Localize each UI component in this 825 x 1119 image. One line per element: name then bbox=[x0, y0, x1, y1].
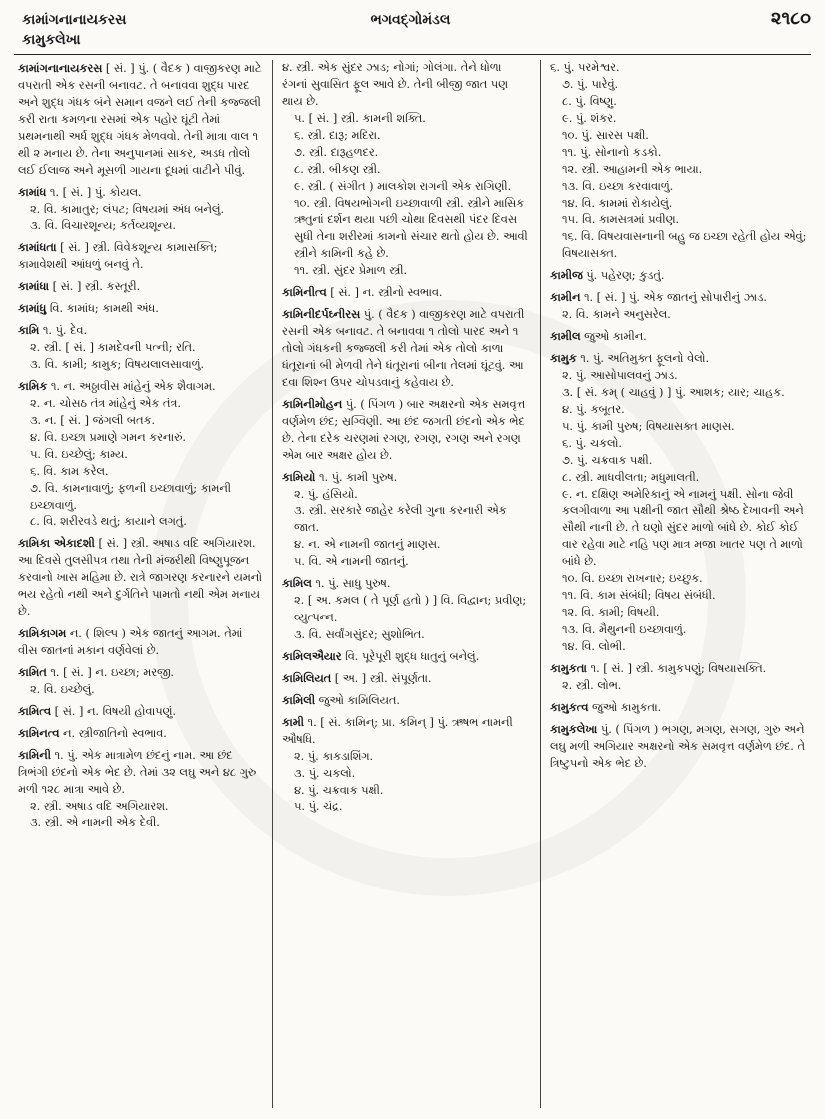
entry-headword: કામિલિયત bbox=[282, 670, 332, 685]
dictionary-entry bbox=[550, 699, 808, 717]
entry-sense: ૩. ન. [ સં. ] જંગલી બતક. bbox=[30, 413, 156, 427]
dictionary-entry bbox=[282, 648, 530, 666]
entry-sense: ૧૦. સ્ત્રી. વિષયભોગની ઇચ્છાવાળી સ્ત્રી. સ્ત્રીને માસિક ઋતુનાં દર્શન થયા પછી ચોથા દિવસથી પંદર દિવસ સુધી તેના શરીરમાં કામનો સંચાર થતો હોય છે. આવી સ્ત્રીને કામિની કહે છે. bbox=[294, 196, 528, 261]
entry-headword: કામાંધતા bbox=[18, 240, 57, 255]
column-divider bbox=[540, 60, 541, 1108]
entry-sense: ૧૫. વિ. કામસત્રમાં પ્રવીણ. bbox=[562, 213, 680, 227]
dictionary-entry bbox=[282, 284, 530, 302]
dictionary-entry bbox=[18, 278, 262, 296]
entry-sense: ૬. પું. ચકલો. bbox=[562, 436, 622, 450]
entry-sense: ૩. [ સં. કમ્ ( ચાહવું ) ] પું. આશક; યાર; ચાહક. bbox=[562, 385, 785, 399]
dictionary-entry bbox=[550, 267, 808, 285]
entry-sense: ૫. વિ. ઇચ્છેલું; કામ્ય. bbox=[30, 447, 128, 461]
entry-sense: ૨. વિ. કામને અનુસરેલ. bbox=[562, 308, 671, 322]
entry-headword: કામિલી bbox=[282, 692, 316, 707]
entry-sense: ૭. સ્ત્રી. દારૂહળદર. bbox=[294, 145, 379, 159]
dictionary-entry bbox=[18, 725, 262, 743]
dictionary-entry bbox=[282, 575, 530, 644]
entry-definition: ૧. પું. અતિમુક્ત ફૂલનો વેલો. bbox=[576, 352, 710, 365]
header-rule bbox=[14, 54, 811, 55]
entry-sense: ૪. પું. ચક્રવાક પક્ષી. bbox=[294, 783, 384, 797]
entry-definition: [ સં. ] ન. વિષયી હોવાપણું. bbox=[51, 704, 176, 718]
entry-headword: કામિની bbox=[18, 747, 51, 762]
dictionary-entry bbox=[282, 306, 530, 392]
column-divider bbox=[272, 60, 273, 1108]
entry-sense: ૯. પું. શંકર. bbox=[562, 111, 617, 125]
entry-headword: કામાંધ bbox=[18, 184, 47, 199]
entry-definition: ૬. પું. પરમેશ્વર. bbox=[550, 61, 620, 74]
entry-definition: જુઓ કામિલિયત. bbox=[315, 693, 400, 707]
entry-headword: કામિ bbox=[18, 323, 40, 338]
entry-headword: કામિયો bbox=[282, 469, 316, 484]
entry-sense: ૨. સ્ત્રી. [ સં. ] કામદેવની પત્ની; રતિ. bbox=[30, 341, 196, 355]
entry-sense: ૭. પું. ચક્રવાક પક્ષી. bbox=[562, 453, 653, 467]
column-1 bbox=[18, 60, 266, 1110]
entry-sense: ૩. સ્ત્રી. સરકારે જાહેર કરેલી ગુના કરનારી એક જાત. bbox=[294, 504, 507, 535]
column-2 bbox=[282, 60, 530, 1110]
dictionary-entry bbox=[282, 670, 530, 688]
entry-definition: પું. ( વૈદક ) વાજીકરણ માટે વપરાતી રસની એક બનાવટ. તે બનાવવા ૧ તોલો પારદ અને ૧ તોલો ગંધકની કજ્જલી કરી તેમાં એક તોલો કાળા ધંતૂરાનાં બી મેળવી તેને ધંતૂરાનાં બીના તેલમાં ઘૂંટવું. આ દવા શિશ્ન ઉપર ચોપડવાનું કહેવાય છે. bbox=[282, 308, 528, 389]
dictionary-entry bbox=[550, 289, 808, 324]
entry-sense: ૧૬. વિ. વિષયવાસનાની બહુ જ ઇચ્છા રહેતી હોય એવું; વિષયાસક્ત. bbox=[562, 230, 807, 261]
entry-sense: ૨. ન. ચોસઠ તંત્ર માંહેનું એક તંત્ર. bbox=[30, 396, 181, 410]
guide-word-last: કામુકલેખા bbox=[22, 32, 81, 48]
entry-sense: ૨. સ્ત્રી. અષાડ વદિ અગિયારશ. bbox=[30, 799, 169, 813]
entry-sense: ૫. [ સં. ] સ્ત્રી. કામની શક્તિ. bbox=[294, 111, 426, 125]
entry-sense: ૧૪. વિ. લોભી. bbox=[562, 639, 626, 653]
entry-sense: ૨. [ અ. કમલ ( તે પૂર્ણ હતો ) ] વિ. વિદ્વાન; પ્રવીણ; વ્યુત્પન્ન. bbox=[294, 594, 527, 625]
entry-sense: ૧૧. વિ. કામ સંબંધી; વિષય સંબંધી. bbox=[562, 589, 716, 603]
dictionary-entry bbox=[18, 322, 262, 374]
dictionary-entry bbox=[18, 625, 262, 660]
entry-headword: કામુકલેખા bbox=[550, 721, 598, 736]
entry-headword: કામિકા એકાદશી bbox=[18, 536, 95, 551]
entry-sense: ૨. સ્ત્રી. લોભ. bbox=[562, 678, 622, 692]
entry-definition: [ અ. ] સ્ત્રી. સંપૂર્ણતા. bbox=[331, 671, 432, 685]
entry-sense: ૩. સ્ત્રી. એ નામની એક દેવી. bbox=[30, 816, 160, 830]
entry-headword: કામિત્વ bbox=[18, 703, 52, 718]
entry-headword: કામી bbox=[282, 714, 304, 729]
entry-headword: કામિત bbox=[18, 664, 47, 679]
entry-sense: ૫. વિ. એ નામની જાતનું. bbox=[294, 555, 409, 569]
entry-definition: ૧. પું. સાધુ પુરુષ. bbox=[311, 577, 391, 591]
entry-headword: કામિક bbox=[18, 378, 48, 393]
entry-headword: કામિનત્વ bbox=[18, 725, 60, 740]
entry-sense: ૧૧. સ્ત્રી. સુંદર પ્રેમાળ સ્ત્રી. bbox=[294, 264, 408, 278]
entry-definition: ૧. પું. એક માત્રામેળ છંદનું નામ. આ છંદ ત્રિભંગી છંદનો એક ભેદ છે. તેમાં ૩૨ લઘુ અને ૪૮ ગુરુ મળી ૧૨૮ માત્રા આવે છે. bbox=[18, 748, 260, 796]
entry-sense: ૭. પું. પારેવું. bbox=[562, 77, 619, 91]
entry-sense: ૮. પું. વિષ્ણુ. bbox=[562, 94, 617, 108]
entry-definition: ૧. પું. કામી પુરુષ. bbox=[315, 470, 398, 484]
dictionary-entry bbox=[550, 60, 808, 263]
dictionary-entry bbox=[18, 300, 262, 318]
entry-definition: ૧. [ સં. ] ન. ઇચ્છા; મરજી. bbox=[46, 665, 175, 679]
entry-headword: કામિનીત્વ bbox=[282, 285, 327, 300]
entry-sense: ૭. વિ. કામનાવાળું; ફળની ઇચ્છાવાળું; કામની ઇચ્છાવાળું. bbox=[30, 481, 232, 512]
entry-sense: ૧૧. પું. સોનાનો કડકો. bbox=[562, 145, 662, 159]
dictionary-entry bbox=[18, 535, 266, 621]
entry-definition: ૧. [ સં. કામિન્; પ્રા. કમિન્ ] પું. ઋષભ નામની ઔષધિ. bbox=[282, 715, 517, 746]
entry-headword: કામુકત્વ bbox=[550, 699, 589, 714]
entry-sense: ૧૨. વિ. કામી; વિષયી. bbox=[562, 606, 660, 620]
entry-definition: ૪. સ્ત્રી. એક સુંદર ઝાડ; નોગાં; ગોલંગા. તેને ધોળા રંગનાં સુવાસિત ફૂલ આવે છે. તેની બીજી જાત પણ થાય છે. bbox=[282, 61, 512, 108]
entry-headword: કામુકતા bbox=[550, 660, 587, 675]
dictionary-entry bbox=[550, 660, 808, 695]
entry-definition: [ સં. ] પું. ( વૈદક ) વાજીકરણ માટે વપરાતી એક રસની બનાવટ. તે બનાવવા શુદ્ધ પારદ અને શુદ્ધ ગંધક બંને સમાન વજને લઈ તેની કજ્જલી કરી રાતા કમળના રસમાં એક પહોર ઘૂંટી તેમાં પ્રથમનાથી અર્ધ શુદ્ધ ગંધક મેળવવો. તેની માત્રા વાલ ૧ થી ૨ મનાય છે. તેના અનુપાનમાં સાકર, અડધ તોલો લઈ ઈલાજ અને મૂસળી ગાયના દૂધમાં વાટીને પીવું. bbox=[18, 62, 266, 177]
entry-definition: વિ. પૂરેપૂરી શુદ્ધ ધાતુનું બનેલું. bbox=[341, 649, 480, 663]
entry-sense: ૫. પું. ચંદ્ર. bbox=[294, 800, 343, 814]
entry-sense: ૪. વિ. ઇચ્છા પ્રમાણે ગમન કરનારું. bbox=[30, 430, 186, 444]
column-3 bbox=[550, 60, 808, 1110]
entry-definition: ૧. પું. દેવ. bbox=[39, 324, 88, 338]
entry-sense: ૮. સ્ત્રી. માધવીલતા; મધુમાલતી. bbox=[562, 470, 700, 484]
entry-definition: વિ. કામાંધ; કામથી અંધ. bbox=[46, 302, 159, 316]
dictionary-entry bbox=[550, 328, 808, 346]
entry-headword: કામાંગનાનાયકરસ bbox=[18, 61, 103, 75]
entry-sense: ૩. વિ. સર્વાંગસુંદર; સુશોભિત. bbox=[294, 628, 425, 641]
dictionary-entry bbox=[18, 184, 262, 236]
entry-definition: પું. ( પિંગળ ) ભગણ, મગણ, સગણ, ગુરુ અને લઘુ મળી અગિયાર અક્ષરનો એક સમવૃત્ત વર્ણમેળ છંદ. તે ત્રિષ્ટુપનો એક ભેદ છે. bbox=[550, 722, 809, 770]
entry-sense: ૨. પું. હંસિયો. bbox=[294, 487, 358, 501]
entry-sense: ૧૦. વિ. ઇચ્છા રાખનાર; ઇચ્છુક. bbox=[562, 572, 703, 586]
entry-definition: ન. ( શિલ્પ ) એક જાતનું આગમ. તેમાં વીસ જાતનાં મકાન વર્ણવેલાં છે. bbox=[18, 627, 247, 657]
entry-sense: ૫. પું. કામી પુરુષ; વિષયાસક્ત માણસ. bbox=[562, 419, 735, 433]
dictionary-entry bbox=[18, 703, 262, 721]
dictionary-entry bbox=[282, 692, 530, 710]
entry-sense: ૧૦. પું. સારસ પક્ષી. bbox=[562, 128, 649, 142]
entry-sense: ૩. વિ. વિચારશૂન્ય; કર્તવ્યશૂન્ય. bbox=[30, 219, 177, 233]
entry-definition: [ સં. ] ન. સ્ત્રીનો સ્વભાવ. bbox=[326, 286, 443, 300]
entry-headword: કામાંધા bbox=[18, 279, 50, 294]
entry-headword: કામીન bbox=[550, 290, 581, 305]
page-title: ભગવદ્ગોમંડલ bbox=[370, 12, 451, 28]
entry-headword: કામીલ bbox=[550, 329, 581, 344]
entry-headword: કામુક bbox=[550, 351, 577, 365]
entry-sense: ૩. વિ. કામી; કામુક; વિષયલાલસાવાળું. bbox=[30, 358, 205, 371]
entry-sense: ૨. પું. આસોપાલવનું ઝાડ. bbox=[562, 368, 678, 382]
entry-headword: કામિનીમોહન bbox=[282, 396, 343, 411]
entry-headword: કામિલઐયાર bbox=[282, 648, 342, 663]
page-header bbox=[10, 6, 811, 50]
entry-sense: ૮. વિ. શરીરવડે થતું; કાયાને લગતું. bbox=[30, 515, 187, 529]
dictionary-entry bbox=[18, 747, 262, 833]
entry-sense: ૧૩. વિ. મૈથુનની ઇચ્છાવાળું. bbox=[562, 623, 687, 636]
guide-word-first: કામાંગનાનાયકરસ bbox=[22, 12, 127, 28]
entry-sense: ૩. પું. ચકલો. bbox=[294, 766, 356, 780]
entry-sense: ૯. ન. દક્ષિણ અમેરિકાનું એ નામનું પક્ષી. સોના જેવી કલગીવાળા આ પક્ષીની જાત સૌથી શ્રેષ્ઠ દેખાવની અને સૌથી નાની છે. તે ઘણો સુંદર માળો બાંધે છે. કોઈ કોઈ વાર રહેવા માટે નહિ પણ માત્ર મજા ખાતર પણ તે માળો બાંધે છે. bbox=[562, 487, 804, 569]
dictionary-entry bbox=[550, 350, 808, 656]
dictionary-entry bbox=[282, 469, 530, 572]
entry-definition: જુઓ કામીન. bbox=[580, 330, 647, 344]
dictionary-entry bbox=[282, 60, 530, 280]
entry-headword: કામીજ bbox=[550, 268, 583, 283]
entry-definition: [ સં. ] સ્ત્રી. અષાડ વદિ અગિયારશ. આ દિવસે તુલસીપત્ર તથા તેની મંજરીથી વિષ્ણુપૂજન કરવાનો ખાસ મહિમા છે. રાત્રે જાગરણ કરનારને યમનો ભય રહેતો નથી અને દુર્ગતિને પામતો નથી એમ મનાય છે. bbox=[18, 537, 266, 619]
entry-headword: કામિનીદર્પઘ્નીરસ bbox=[282, 307, 361, 322]
entry-definition: જુઓ કામુકતા. bbox=[588, 700, 662, 714]
entry-sense: ૨. પું. કાકડાશિંગ. bbox=[294, 749, 374, 763]
dictionary-entry bbox=[282, 714, 530, 817]
dictionary-entry bbox=[18, 239, 262, 274]
page-number: ૨૧૮૦ bbox=[770, 8, 811, 29]
entry-headword: કામિકાગમ bbox=[18, 626, 67, 641]
entry-definition: ૧. [ સં. ] પું. એક જાતનું સોપારીનું ઝાડ. bbox=[580, 291, 767, 305]
dictionary-entry bbox=[18, 664, 262, 699]
entry-sense: ૪. ન. એ નામની જાતનું માણસ. bbox=[294, 538, 441, 552]
entry-sense: ૧૩. વિ. ઇચ્છા કરવાવાળું. bbox=[562, 179, 674, 193]
entry-definition: ૧. [ સં. ] સ્ત્રી. કામુકપણું; વિષયાસક્તિ. bbox=[586, 661, 767, 675]
entry-definition: ૧. ન. અઠ્ઠાવીસ માંહેનું એક શૈવાગમ. bbox=[47, 379, 216, 393]
dictionary-entry bbox=[282, 396, 530, 465]
entry-definition: પું. પહેરણ; કુડતું. bbox=[582, 269, 665, 283]
entry-sense: ૯. સ્ત્રી. ( સંગીત ) માલકોશ રાગની એક રાગિણી. bbox=[294, 179, 512, 193]
dictionary-entry bbox=[550, 721, 808, 773]
entry-sense: ૪. પું. કબૂતર. bbox=[562, 402, 625, 416]
entry-headword: કામિલ bbox=[282, 576, 312, 591]
entry-headword: કામાંધુ bbox=[18, 301, 47, 316]
entry-sense: ૬. વિ. કામ કરેલ. bbox=[30, 464, 109, 478]
entry-sense: ૧૨. સ્ત્રી. આહામની એક ભાયા. bbox=[562, 162, 703, 176]
entry-definition: [ સં. ] સ્ત્રી. વિવેકશૂન્ય કામાસક્તિ; કામાવેશથી આંધળું બનવું તે. bbox=[18, 241, 222, 272]
entry-definition: ન. સ્ત્રીજાતિનો સ્વભાવ. bbox=[59, 726, 167, 740]
entry-definition: ૧. [ સં. ] પું. કોયલ. bbox=[46, 185, 142, 199]
dictionary-entry bbox=[18, 378, 262, 531]
entry-definition: પું. ( પિંગળ ) બાર અક્ષરનો એક સમવૃત્ત વર્ણમેળ છંદ; સ્રગ્વિણી. આ છંદ જગતી છંદનો એક ભેદ છે. તેના દરેક ચરણમાં રગણ, રગણ, રગણ અને રગણ એમ બાર અક્ષર હોય છે. bbox=[282, 397, 529, 462]
entry-sense: ૨. વિ. કામાતુર; લંપટ; વિષયમાં અંધ બનેલું. bbox=[30, 202, 225, 216]
entry-sense: ૬. સ્ત્રી. દારૂ; મદિરા. bbox=[294, 128, 381, 142]
entry-sense: ૮. સ્ત્રી. બીકણ સ્ત્રી. bbox=[294, 162, 381, 176]
entry-sense: ૧૪. વિ. કામમાં રોકાયેલું. bbox=[562, 196, 673, 210]
dictionary-entry bbox=[18, 60, 266, 180]
entry-sense: ૨. વિ. ઇચ્છેલું. bbox=[30, 682, 95, 696]
entry-definition: [ સં. ] સ્ત્રી. કસ્તૂરી. bbox=[49, 280, 141, 294]
